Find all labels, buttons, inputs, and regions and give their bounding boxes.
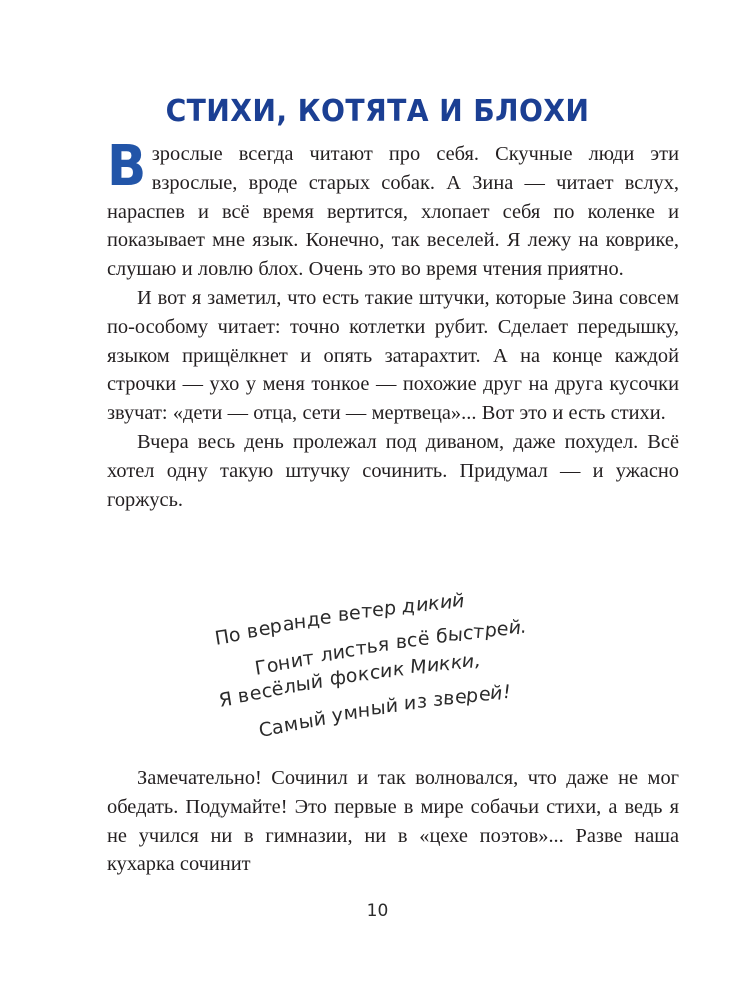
poem-block xyxy=(107,589,679,758)
poem-char: н xyxy=(293,610,308,634)
poem-char: л xyxy=(319,643,334,667)
poem-char: ё xyxy=(417,627,430,650)
poem-char: ь xyxy=(366,635,379,658)
poem-char: л xyxy=(282,675,297,699)
poem-char: с xyxy=(407,629,418,652)
poem-char: д xyxy=(401,594,417,618)
poem-char: и xyxy=(438,590,454,614)
poem-char: я xyxy=(377,633,390,656)
poem-char: е xyxy=(248,681,263,706)
poem-char: е xyxy=(454,685,468,709)
poem-char: в xyxy=(395,630,408,653)
drop-cap: В xyxy=(107,134,147,199)
poem-char: с xyxy=(369,661,381,684)
poem-char: у xyxy=(331,704,345,727)
poem-char: к xyxy=(438,652,452,676)
poem-char: П xyxy=(213,625,231,650)
poem-char: т xyxy=(472,620,486,644)
poem-char: й xyxy=(310,670,325,694)
poem-char: . xyxy=(519,615,529,639)
poem-char: р xyxy=(383,597,397,620)
poem-char: и xyxy=(414,593,430,617)
poem-char: Г xyxy=(253,656,269,680)
poem-char: и xyxy=(379,659,393,683)
poem-char: М xyxy=(409,655,428,679)
paragraph: И вот я заметил, что есть такие штучки, которые Зина совсем по-особому читает: точно котлетки рубит. Сделает передышку, языком прищёлкнет и опять затарахтит. А на конце каждой строчки — ухо у меня тонкое — похожие друг на друга кусочки звучат: «дети — отца, сети — мертвеца»... Вот это и есть стихи. xyxy=(107,286,679,425)
poem-char: й xyxy=(507,616,522,640)
poem-char: с xyxy=(462,621,475,645)
poem-char: д xyxy=(306,608,321,632)
poem-char: т xyxy=(355,637,368,660)
poem-char: С xyxy=(257,718,274,742)
poem-char: м xyxy=(342,701,359,725)
poem-char: о xyxy=(264,653,280,678)
poem-char: и xyxy=(404,692,417,715)
page-title: СТИХИ, КОТЯТА И БЛОХИ xyxy=(165,94,590,130)
poem-char: ы xyxy=(296,710,315,734)
poem-char: о xyxy=(227,623,243,647)
poem-char: т xyxy=(301,646,316,671)
poem-char: в xyxy=(245,619,260,643)
body-text-column xyxy=(107,134,679,514)
poem-char: и xyxy=(289,649,305,673)
poem-char: и xyxy=(426,653,440,677)
poem-char: е xyxy=(257,617,272,641)
paragraph xyxy=(107,134,679,284)
poem-char: ы xyxy=(447,623,464,647)
poem-char: е xyxy=(372,598,385,622)
poem-char: и xyxy=(331,641,346,665)
poem-char: н xyxy=(357,699,371,722)
paragraph: Замечательно! Сочинил и так волновался, что даже не мог обедать. Подумайте! Это первые в мире собачьи стихи, а ведь я не учился ни в гимназии, ни в «цехе поэтов»... Разве наша кухарка сочинит xyxy=(107,767,679,876)
paragraph-text: зрослые всегда читают про себя. Скучные люди эти взрослые, вроде старых собак. А Зина — читает вслух, нараспев и всё время вертится, хлопает себя по коленке и показывает мне язык. Конечно, так веселей. Я лежу на коврике, слушаю и ловлю блох. Очень это во время чтения приятно. xyxy=(107,143,679,281)
poem-char: в xyxy=(337,603,350,626)
poem-char: , xyxy=(473,649,483,672)
poem-char: е xyxy=(495,617,510,641)
poem-char: и xyxy=(461,649,476,673)
poem-char: р xyxy=(483,619,498,643)
poem-char: н xyxy=(276,651,293,676)
poem-char: а xyxy=(281,612,295,636)
poem-char: о xyxy=(345,664,358,688)
poem-char: й xyxy=(489,681,505,705)
poem-char: й xyxy=(312,707,327,731)
poem-char: е xyxy=(349,602,362,625)
poem-char: е xyxy=(477,682,492,706)
poem-char: з xyxy=(416,690,428,713)
poem-char: к xyxy=(357,663,370,686)
poem-char: с xyxy=(344,639,357,662)
poem-char: в xyxy=(442,687,456,710)
poem-char: к xyxy=(449,651,464,675)
poem-char: з xyxy=(432,688,444,711)
poem-char: ! xyxy=(501,680,512,704)
poem-char: а xyxy=(270,715,286,740)
poem-char: к xyxy=(392,658,405,681)
poem-char: р xyxy=(269,615,284,639)
poem-char: с xyxy=(260,679,273,703)
poem-char: ы xyxy=(369,697,386,720)
poem-char: т xyxy=(361,600,373,623)
page-number: 10 xyxy=(366,901,389,921)
poem-char: б xyxy=(435,625,449,648)
poem-char: р xyxy=(465,684,480,708)
poem-char: ы xyxy=(295,672,312,696)
poem-char: Я xyxy=(217,688,234,712)
poem-char: в xyxy=(236,684,251,708)
poem-char: м xyxy=(282,712,300,737)
poem-char: й xyxy=(450,589,466,613)
poem-char: к xyxy=(427,591,441,615)
poem-char: й xyxy=(385,694,399,718)
poem-char: е xyxy=(319,606,333,629)
paragraph: Вчера весь день пролежал под диваном, даже похудел. Всё хотел одну такую штучку сочинить. Придумал — и ужасно горжусь. xyxy=(107,430,679,511)
poem-char: ф xyxy=(329,667,347,690)
poem-char: ё xyxy=(270,677,285,701)
body-text-column-lower xyxy=(107,764,679,879)
